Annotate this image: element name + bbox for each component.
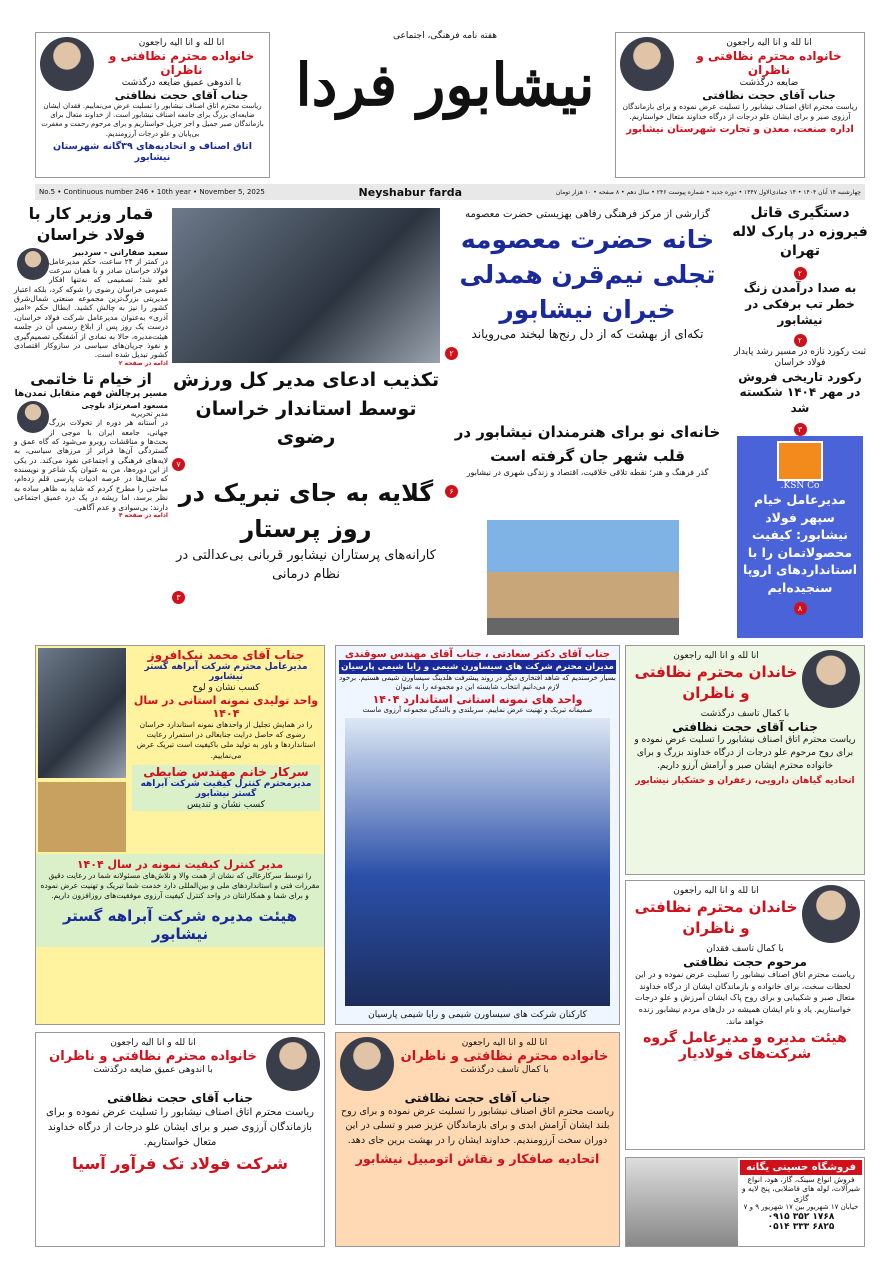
article-text: در کمتر از ۲۴ ساعت، حکم مدیرعامل فولاد خراسان صادر و با همان سرعت لغو شد؛ تصمیمی که نه‌تنها افکار عمومی خراسان رضوی را شوکه کرد، بلکه اعتبار مدیریتی بزرگ‌ترین مجموعه صنعتی شمال‌شرق کشور را نیز به چالش کشید. ابطال حکم «امیر آذری» به‌عنوان مدیرعامل شرکت فولاد خراسان، درست یک روز پس از ابلاغ رسمی آن در جلسه هیئت‌مدیره، حالا به نمادی از آشفتگی تصمیم‌گیری و نفوذ جریان‌های سیاسی در سازوکار اقتصادی کشور تبدیل شده است.	[14, 256, 168, 360]
sub: گذر فرهنگ و هنر؛ نقطه تلاقی خلاقیت، اقتصاد و زندگی شهری در نیشابور	[466, 468, 709, 477]
shop-name: فروشگاه حسینی یگانه	[740, 1160, 862, 1175]
ad-title: واحد های نمونه استانی استاندارد ۱۴۰۴	[372, 692, 583, 706]
shop-ad	[625, 1157, 865, 1247]
shop-phone[interactable]: ۰۵۱۴ ۳۳۳ ۶۸۲۵	[767, 1221, 835, 1232]
plaque-photo	[38, 782, 126, 852]
portrait-photo	[266, 1037, 320, 1091]
headline[interactable]: از خیام تا خاتمی	[30, 369, 152, 388]
ad-name: جناب آقای حجت نظافتی	[672, 720, 818, 735]
page-badge: ۲	[794, 334, 807, 347]
author-photo	[17, 248, 49, 280]
artists-story	[445, 420, 730, 498]
verse: انا لله و انا الیه راجعون	[461, 1038, 548, 1048]
page-badge: ۷	[172, 458, 185, 471]
ad-name: سرکار خانم مهندس ضابطی	[143, 764, 309, 779]
ad-line: با کمال تاسف فقدان	[706, 944, 784, 954]
lead-sub: تکه‌ای از بهشت که از دل رنج‌ها لبخند می‌رویاند	[471, 326, 704, 341]
author-photo	[17, 401, 49, 433]
ad-head: خانواده محترم نظافتی و ناظران	[696, 49, 842, 78]
safkar-condolence-ad	[335, 1032, 620, 1247]
ad-role: مدیرعامل محترم شرکت آبراهه گستر نیشابور	[144, 662, 308, 682]
shop-address: خیابان ۱۷ شهریور بین ۱۷ شهریور ۹ و ۷	[743, 1203, 859, 1212]
author: سعید صفارانی - سردبیر	[72, 247, 168, 257]
continue-link[interactable]: ادامه در صفحه ۲	[118, 359, 168, 367]
ad-text: بسیار خرسندیم که شاهد افتخاری دیگر در روند پیشرفت هلدینگ سیساورن شیمی هستیم. برخود لازم می‌دانیم انتخاب شایسته این دو مجموعه را به عنوان	[339, 674, 616, 692]
paper-title-latin: Neyshabur farda	[358, 185, 463, 199]
ad-name: جناب آقای حجت نظافتی	[702, 89, 836, 103]
headline[interactable]: رکورد تاریخی فروش در مهر ۱۴۰۴ شکسته شد	[738, 369, 862, 415]
artists-building-photo	[487, 520, 679, 635]
verse: انا لله و انا الیه راجعون	[673, 651, 759, 661]
ad-signer: شرکت فولاد تک فرآور آسیا	[71, 1154, 289, 1173]
sport-story	[172, 366, 440, 471]
portrait-photo	[340, 1037, 394, 1091]
press-photo	[172, 208, 440, 363]
ad-line: با کمال تاسف درگذشت	[700, 709, 790, 719]
continue-link[interactable]: ادامه در صفحه ۴	[118, 511, 168, 519]
headline[interactable]: گلایه به جای تبریک در روز پرستار	[178, 479, 434, 543]
ad-head: خانواده محترم نظافتی و ناظران	[400, 1049, 609, 1065]
page-badge: ۸	[794, 602, 807, 615]
ad-text: ریاست محترم اتاق اصناف نیشابور را تسلیت عرض نموده و برای بازماندگان آرزوی صبر و برای ایشان علو درجات از درگاه خداوند متعال خواستاریم.	[46, 1107, 314, 1148]
ad-name: جناب آقای حجت نظافتی	[107, 1091, 253, 1105]
verse: انا لله و انا الیه راجعون	[138, 38, 225, 48]
ad-line: با اندوهی عمیق ضایعه درگذشت	[93, 1065, 213, 1076]
author: مسعود اصغرنژاد بلوچی	[81, 401, 168, 411]
lead-story	[445, 208, 730, 360]
page-badge: ۳	[794, 423, 807, 436]
editorial-column	[14, 204, 168, 519]
ad-text: ریاست محترم اتاق اصناف نیشابور را تسلیت عرض نموده و در این لحظات سخت، برای خانواده و بازماندگان ایشان از درگاه خداوند متعال صبر و شکیبایی و برای روح پاک ایشان آمرزش و علو درجات خواستاریم. یاد و نام ایشان همیشه در دل‌های مردم نیشابور زنده خواهد ماند.	[635, 970, 855, 1026]
issue-info-fa: چهارشنبه ۱۴ آبان ۱۴۰۴ • ۱۴ جمادی‌الاول ۱۴۴۷ • دوره جدید • شماره پیوست ۲۴۶ • سال دهم • ۸ صفحه • ۱۰ هزار تومان	[555, 188, 861, 196]
headline[interactable]: قمار وزیر کار با فولاد خراسان	[28, 204, 154, 244]
ad-name: جناب آقای حجت نظافتی	[114, 89, 249, 103]
masthead-ad-left	[35, 32, 270, 178]
page-badge: ۳	[172, 591, 185, 604]
sub: مسیر پرچالش فهم متقابل تمدن‌ها	[14, 389, 168, 400]
article-text: در آستانه هر دوره از تحولات بزرگ جهانی، جامعه ایران با موجی از بحث‌ها و مناقشات روبرو می‌شود که گاه عمق و گستردگی آن‌ها فراتر از مرزهای سیاسی، به لایه‌های فرهنگی و اجتماعی نفوذ می‌کند. در یکی از این دوره‌ها، من به عنوان یک شاعر و نویسنده که سال‌ها در عرصه ادبیات پارسی قلم زده‌ام، مباحثی را مطرح کردم که شاید به ظاهر ساده به نظر برسد، اما ریشه در یک درد عمیق اجتماعی دارند: بی‌سوادی و عدم آگاهی.	[14, 418, 168, 512]
ad-signer: اتاق اصناف و اتحادیه‌های ۳۹گانه شهرستان نیشابور	[52, 140, 252, 163]
ad-text: ریاست محترم اتاق اصناف نیشابور را تسلیت عرض نموده و برای روح بلند ایشان آرامش ابدی و برای بازماندگان عزیز صبر و تسلی در این دوران سخت آرزومندیم. خداوند ایشان را در بهشت برین جای دهد.	[341, 1106, 614, 1146]
ad-head: خاندان محترم نظافتی و ناظران	[634, 663, 798, 703]
ad-name: مرحوم حجت نظافتی	[683, 955, 807, 970]
page-badge: ۲	[445, 347, 458, 360]
award-holder-photo	[345, 718, 610, 1006]
paper-title: نیشابور فردا	[295, 51, 595, 120]
right-news-column	[732, 204, 868, 436]
ad-roles: مدیران محترم شرکت های سیساورن شیمی و رایا شیمی پارسیان	[339, 660, 616, 674]
verse: انا لله و انا الیه راجعون	[673, 886, 759, 896]
abrahe-ad	[35, 645, 325, 1025]
kicker: ثبت رکورد تازه در مسیر رشد پایدار فولاد خراسان	[734, 347, 866, 369]
ad-head: خانواده محترم نظافتی و ناظران	[108, 49, 255, 78]
ad-signer: هیئت مدیره شرکت آبراهه گستر نیشابور	[62, 907, 298, 944]
ad-text: ریاست محترم اتاق اصناف نیشابور را تسلیت عرض نموده و برای بازماندگان آرزوی صبر و برای ایشان علو درجات از درگاه خداوند متعال خواستاریم.	[622, 102, 858, 122]
portrait-photo	[802, 885, 860, 943]
ad-signer: اداره صنعت، معدن و تجارت شهرستان نیشابور	[626, 123, 854, 135]
ad-text: ریاست محترم اتاق اصناف نیشابور را تسلیت عرض نموده و برای روح مرحوم علو درجات از درگاه خداوند بزرگ و برای خانواده محترم ایشان صبر و آرامش آرزو داریم.	[634, 735, 856, 772]
headline[interactable]: دستگیری قاتل فیروزه در پارک لاله تهران	[732, 205, 868, 259]
ksn-logo-text: KSN Co.	[780, 481, 820, 491]
portrait-photo	[802, 650, 860, 708]
masthead-logo	[290, 30, 600, 180]
photo-caption: کارکنان شرکت های سیساورن شیمی و رایا شیمی پارسیان	[368, 1009, 587, 1020]
verse: انا لله و انا الیه راجعون	[726, 38, 812, 48]
lead-headline[interactable]: خانه حضرت معصومه تجلی نیم‌قرن همدلی خیران نیشابور	[459, 224, 716, 324]
portrait-photo	[620, 37, 674, 91]
author-role: مدیر تحریریه	[130, 410, 168, 419]
ad-role: مدیرمحترم کنترل کیفیت شرکت آبراهه گستر نیشابور	[140, 778, 312, 799]
ad-title: مدیر کنترل کیفیت نمونه در سال ۱۴۰۴	[76, 858, 284, 871]
headline[interactable]: خانه‌ای نو برای هنرمندان نیشابور در قلب شهر جان گرفته است	[454, 423, 721, 465]
ad-head: خانواده محترم نظافتی و ناظران	[49, 1049, 257, 1065]
sub: کارانه‌های پرستاران نیشابور قربانی بی‌عدالتی در نظام درمانی	[176, 548, 436, 582]
page-badge: ۶	[445, 485, 458, 498]
issue-info-en: No.5 • Continuous number 246 • 10th year • November 5, 2025	[39, 188, 265, 196]
herbs-condolence-ad	[625, 645, 865, 875]
ad-line: ضایعه درگذشت	[739, 78, 799, 89]
ksn-logo-icon	[777, 441, 823, 481]
page-badge: ۲	[794, 267, 807, 280]
takfaravar-condolence-ad	[35, 1032, 325, 1247]
kicker: گزارشی از مرکز فرهنگی رفاهی بهزیستی حضرت معصومه	[465, 209, 710, 220]
ad-line: با اندوهی عمیق ضایعه درگذشت	[121, 78, 242, 89]
kitchen-hood-photo	[626, 1158, 738, 1246]
sisaron-ad	[335, 645, 620, 1025]
shop-phone[interactable]: ۰۹۱۵ ۳۵۲ ۱۷۶۸	[767, 1211, 835, 1222]
ad-title: واحد تولیدی نمونه استانی در سال ۱۴۰۴	[133, 694, 319, 721]
ad-head: خاندان محترم نظافتی و ناظران	[634, 898, 798, 938]
headline: مدیرعامل خیام سپهر فولاد نیشابور: کیفیت محصولاتمان را با استانداردهای اروپا سنجیده‌ایم	[743, 492, 857, 595]
nurse-story	[172, 475, 440, 604]
ad-text: ریاست محترم اتاق اصناف نیشابور را تسلیت عرض می‌نماییم. فقدان ایشان ضایعه‌ای بزرگ برای جامعه اصناف نیشابور است. از خداوند متعال برای بازماندگان صبر جمیل و اجر جزیل خواستاریم و برای مرحوم رحمت و مغفرت بی‌پایان و علو درجات آرزومندیم.	[41, 102, 264, 138]
ad-signer: اتحادیه صافکار و نقاش اتومبیل نیشابور	[355, 1150, 600, 1166]
ad-signer: اتحادیه گیاهان دارویی، زعفران و خشکبار نیشابور	[635, 776, 855, 787]
tagline: هفته نامه فرهنگی، اجتماعی	[392, 31, 498, 41]
ad-head: جناب آقای دکتر سعادتی ، جناب آقای مهندس سوقندی	[344, 649, 611, 660]
ad-text: را توسط سرکارعالی که نشان از همت والا و تلاش‌های مسئولانه شما در رعایت دقیق مقررات فنی و استانداردهای ملی و بین‌المللی دارد خدمت شما تبریک و تهنیت عرض نموده و برای شما و همکارانتان در واحد کنترل کیفیت آرزوی موفقیت‌های روزافزون داریم.	[40, 871, 320, 901]
ad-signer: هیئت مدیره و مدیرعامل گروه شرکت‌های فولادیار	[643, 1030, 847, 1063]
ad-text: صمیمانه تبریک و تهنیت عرض نماییم. سربلندی و بالندگی مجموعه آرزوی ماست	[362, 705, 593, 714]
ad-name: جناب آقای محمد نیک‌افروز	[147, 648, 305, 662]
verse: انا لله و انا الیه راجعون	[110, 1038, 196, 1048]
ksn-box[interactable]	[737, 436, 863, 638]
masthead-ad-right	[615, 32, 865, 178]
info-bar	[35, 184, 865, 200]
award-photo	[38, 648, 126, 778]
ad-award: کسب نشان و لوح	[192, 683, 260, 693]
ad-text: را در همایش تجلیل از واحدهای نمونه استاندارد خراسان رضوی که حاصل درایت جنابعالی در استمرار رعایت استانداردها و باور به تولید ملی باکیفیت است تبریک عرض می‌نماییم.	[136, 720, 316, 760]
ad-award: کسب نشان و تندیس	[187, 799, 265, 810]
headline[interactable]: تکذیب ادعای مدیر کل ورزش توسط استاندار خراسان رضوی	[172, 369, 440, 448]
portrait-photo	[40, 37, 94, 91]
shop-text: فروش انواع سینک، گاز، هود، انواع شیرآلات، لوله های فاضلابی، پنج لایه و گازی	[741, 1175, 861, 1203]
fooladyar-condolence-ad	[625, 880, 865, 1150]
ad-line: با کمال تاسف درگذشت	[460, 1065, 549, 1076]
ad-name: جناب آقای حجت نظافتی	[404, 1091, 551, 1105]
headline[interactable]: به صدا درآمدن زنگ خطر تب برفکی در نیشابور	[743, 280, 857, 328]
